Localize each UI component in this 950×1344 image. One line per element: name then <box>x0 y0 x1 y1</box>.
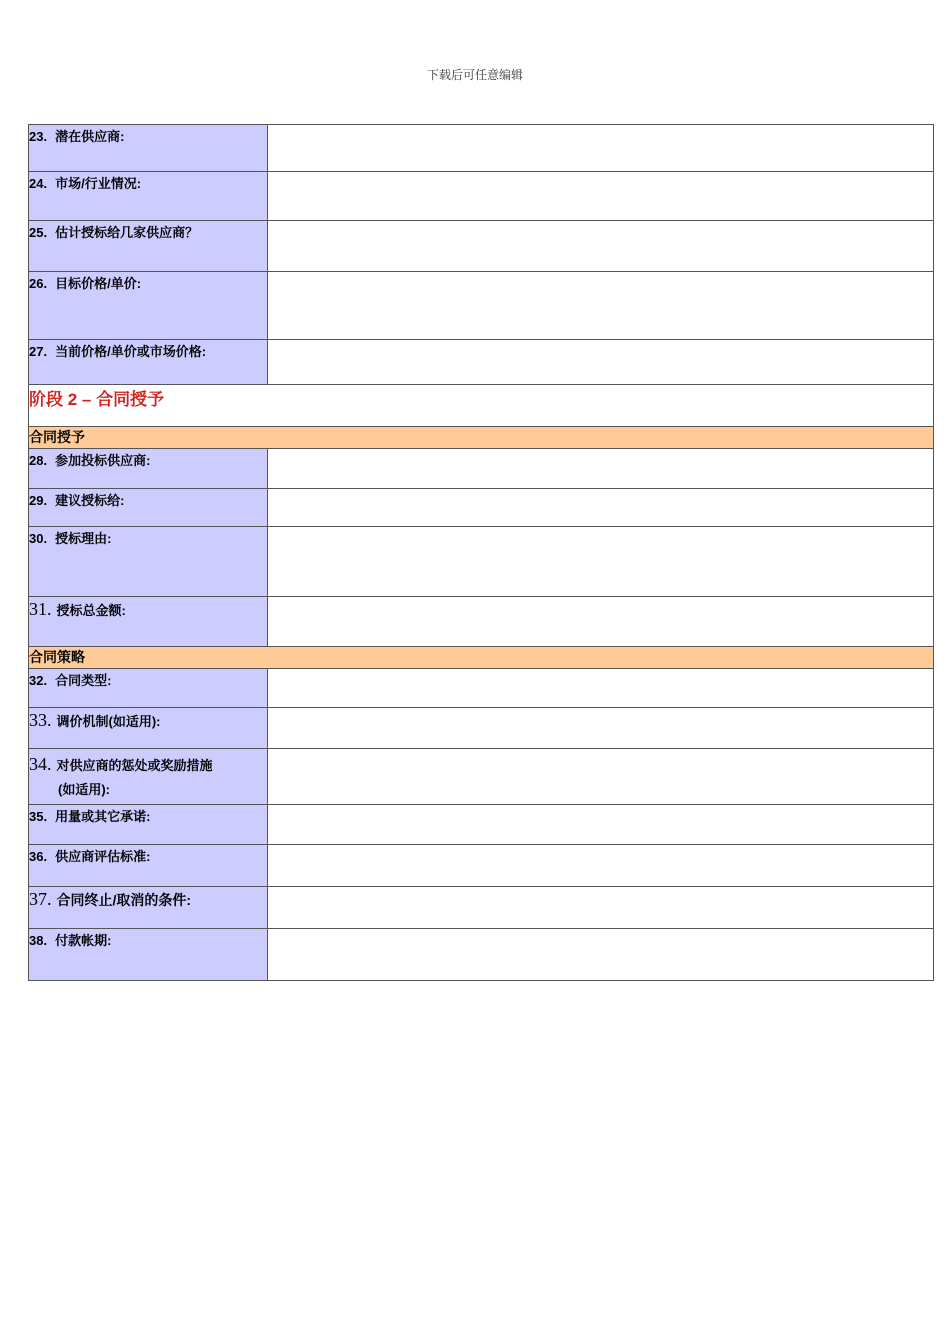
form-row-33 <box>29 708 934 749</box>
field-label-text: 当前价格/单价或市场价格: <box>55 344 207 359</box>
field-number: 33. <box>29 710 52 730</box>
form-row-28 <box>29 449 934 489</box>
field-number: 30. <box>29 531 48 546</box>
volume-commitment-input[interactable] <box>268 805 934 845</box>
field-label <box>29 449 268 489</box>
potential-suppliers-input[interactable] <box>268 125 934 172</box>
field-label <box>29 527 268 597</box>
recommended-award-input[interactable] <box>268 489 934 527</box>
field-label-text: 参加投标供应商: <box>55 453 151 468</box>
field-number: 23. <box>29 129 48 144</box>
field-label-text: 估计授标给几家供应商？ <box>55 225 199 240</box>
field-label <box>29 708 268 749</box>
section-header-strategy: 合同策略 <box>29 647 934 669</box>
payment-terms-input[interactable] <box>268 929 934 981</box>
field-label-text: 供应商评估标准: <box>55 849 151 864</box>
stage-heading-cell <box>29 385 934 427</box>
penalty-reward-input[interactable] <box>268 749 934 805</box>
form-row-35 <box>29 805 934 845</box>
field-number: 38. <box>29 933 48 948</box>
field-label-text: 授标总金额: <box>56 603 126 618</box>
bidding-suppliers-input[interactable] <box>268 449 934 489</box>
form-row-29 <box>29 489 934 527</box>
award-total-amount-input[interactable] <box>268 597 934 647</box>
field-number: 24. <box>29 176 48 191</box>
supplier-count-input[interactable] <box>268 221 934 272</box>
field-number: 35. <box>29 809 48 824</box>
field-label-continuation: (如适用): <box>58 782 110 797</box>
market-situation-input[interactable] <box>268 172 934 221</box>
field-label-text: 调价机制(如适用): <box>56 714 161 729</box>
stage-row <box>29 385 934 427</box>
field-label <box>29 272 268 340</box>
field-label-text: 付款帐期: <box>55 933 112 948</box>
field-label <box>29 749 268 805</box>
target-price-input[interactable] <box>268 272 934 340</box>
field-label-text: 潜在供应商: <box>55 129 125 144</box>
form-row-24 <box>29 172 934 221</box>
current-price-input[interactable] <box>268 340 934 385</box>
form-row-38 <box>29 929 934 981</box>
field-label-text: 用量或其它承诺: <box>55 809 151 824</box>
form-row-27 <box>29 340 934 385</box>
form-row-26 <box>29 272 934 340</box>
form-row-25 <box>29 221 934 272</box>
field-number: 31. <box>29 599 52 619</box>
field-label <box>29 845 268 887</box>
supplier-evaluation-input[interactable] <box>268 845 934 887</box>
field-number: 36. <box>29 849 48 864</box>
field-label <box>29 489 268 527</box>
termination-conditions-input[interactable] <box>268 887 934 929</box>
field-label-text: 合同类型: <box>55 673 112 688</box>
procurement-form-table <box>28 124 934 981</box>
field-label-text: 合同终止/取消的条件: <box>56 892 192 908</box>
section-row-strategy <box>29 647 934 669</box>
field-number: 32. <box>29 673 48 688</box>
stage-title: 阶段 2 – 合同授予 <box>29 390 165 409</box>
form-row-23 <box>29 125 934 172</box>
field-label-text: 建议授标给: <box>55 493 125 508</box>
field-label <box>29 929 268 981</box>
field-number: 25. <box>29 225 48 240</box>
field-label <box>29 340 268 385</box>
form-row-34 <box>29 749 934 805</box>
field-number: 34. <box>29 754 52 774</box>
field-label <box>29 125 268 172</box>
field-number: 29. <box>29 493 48 508</box>
field-number: 27. <box>29 344 48 359</box>
section-row-award <box>29 427 934 449</box>
field-label-text: 授标理由: <box>55 531 112 546</box>
field-label <box>29 805 268 845</box>
award-reason-input[interactable] <box>268 527 934 597</box>
field-number: 28. <box>29 453 48 468</box>
field-label-text: 对供应商的惩处或奖励措施 <box>56 758 213 773</box>
field-number: 37. <box>29 889 52 909</box>
field-label <box>29 597 268 647</box>
form-row-37 <box>29 887 934 929</box>
section-header-award: 合同授予 <box>29 427 934 449</box>
field-number: 26. <box>29 276 48 291</box>
field-label <box>29 887 268 929</box>
form-row-32 <box>29 669 934 708</box>
header-note: 下载后可任意编辑 <box>426 68 523 82</box>
field-label <box>29 172 268 221</box>
price-adjustment-input[interactable] <box>268 708 934 749</box>
field-label <box>29 221 268 272</box>
field-label <box>29 669 268 708</box>
contract-type-input[interactable] <box>268 669 934 708</box>
field-label-text: 市场/行业情况: <box>55 176 142 191</box>
form-row-30 <box>29 527 934 597</box>
form-row-31 <box>29 597 934 647</box>
field-label-text: 目标价格/单价: <box>55 276 142 291</box>
form-row-36 <box>29 845 934 887</box>
